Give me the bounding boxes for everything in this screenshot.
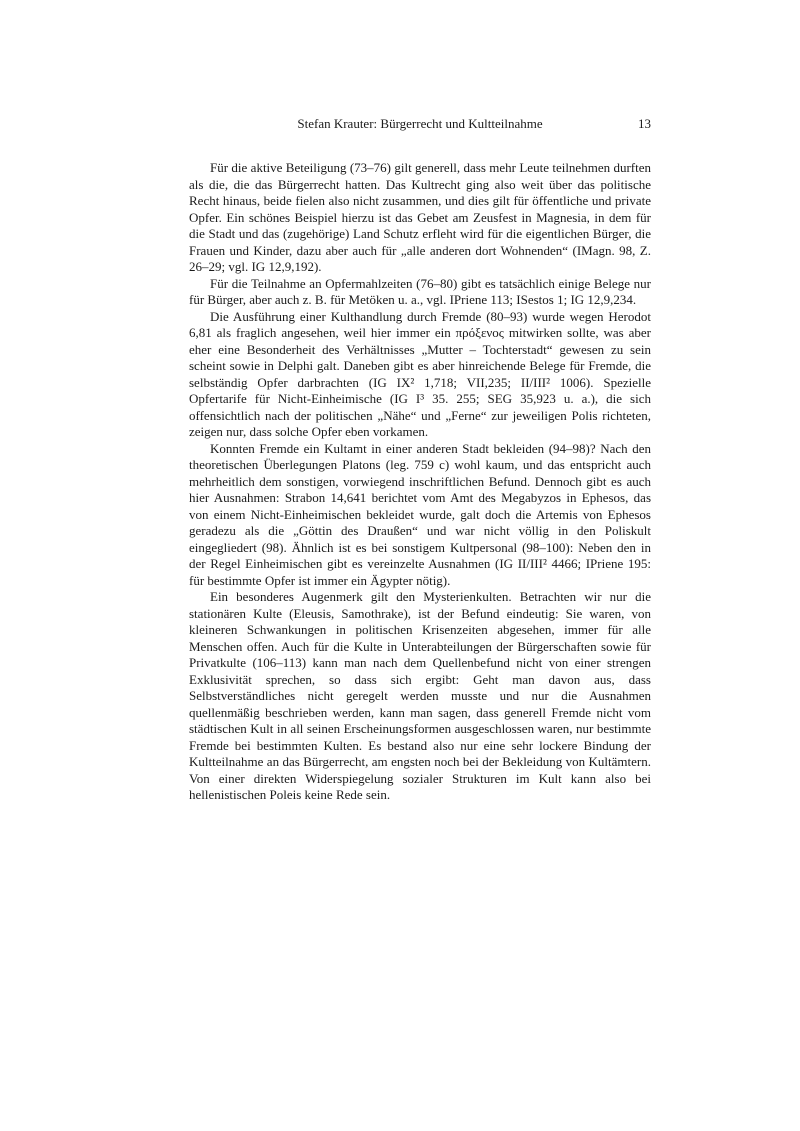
paragraph-4: Konnten Fremde ein Kultamt in einer anderen Stadt bekleiden (94–98)? Nach den theoretischen Überlegungen Platons (leg. 759 c) wohl kaum, und das entspricht auch mehrheitlich dem sonstigen, vorwiegend inschriftlichen Befund. Dennoch gibt es auch hier Ausnahmen: Strabon 14,641 berichtet vom Amt des Megabyzos in Ephesos, das von einem Nicht-Einheimischen bekleidet wurde, galt doch die Artemis von Ephesos geradezu als die „Göttin des Draußen“ und war nicht völlig in den Poliskult eingegliedert (98). Ähnlich ist es bei sonstigem Kultpersonal (98–100): Neben den in der Regel Einheimischen gibt es vereinzelte Ausnahmen (IG II/III² 4466; IPriene 195: für bestimmte Opfer ist immer ein Ägypter nötig).: [189, 440, 651, 588]
paragraph-5: Ein besonderes Augenmerk gilt den Mysterienkulten. Betrachten wir nur die stationären Kulte (Eleusis, Samothrake), ist der Befund eindeutig: Sie waren, von kleineren Schwankungen in politischen Krisenzeiten abgesehen, immer für alle Menschen offen. Auch für die Kulte in Unterabteilungen der Bürgerschaften sowie für Privatkulte (106–113) kann man nach dem Quellenbefund nicht von einer strengen Exklusivität sprechen, so dass sich ergibt: Geht man davon aus, dass Selbstverständliches nicht geregelt werden musste und nur die Ausnahmen quellenmäßig beschrieben werden, kann man sagen, dass generell Fremde nicht vom städtischen Kult in all seinen Erscheinungsformen ausgeschlossen waren, nur bestimmte Fremde bei bestimmten Kulten. Es bestand also nur eine sehr lockere Bindung der Kultteilnahme an das Bürgerrecht, am engsten noch bei der Bekleidung von Kultämtern. Von einer direkten Widerspiegelung sozialer Strukturen im Kult kann also bei hellenistischen Poleis keine Rede sein.: [189, 589, 651, 802]
paragraph-2: Für die Teilnahme an Opfermahlzeiten (76–80) gibt es tatsächlich einige Belege nur für Bürger, aber auch z. B. für Metöken u. a., vgl. IPriene 113; ISestos 1; IG 12,9,234.: [189, 275, 651, 307]
page-number: 13: [638, 116, 651, 131]
running-header-title: Stefan Krauter: Bürgerrecht und Kultteilnahme: [297, 116, 543, 131]
paragraph-1: Für die aktive Beteiligung (73–76) gilt generell, dass mehr Leute teilnehmen durften als die, die das Bürgerrecht hatten. Das Kultrecht ging also weit über das politische Recht hinaus, beide fielen also nicht zusammen, und dies gilt für öffentliche und private Opfer. Ein schönes Beispiel hierzu ist das Gebet am Zeusfest in Magnesia, in dem für die Stadt und das (zugehörige) Land Schutz erfleht wird für die eigentlichen Bürger, die Frauen und Kinder, dazu aber auch für „alle anderen dort Wohnenden“ (IMagn. 98, Z. 26–29; vgl. IG 12,9,192).: [189, 160, 651, 274]
body-text: [189, 160, 651, 804]
running-header: [189, 115, 651, 133]
paragraph-3: Die Ausführung einer Kulthandlung durch Fremde (80–93) wurde wegen Herodot 6,81 als fraglich angesehen, weil hier immer ein πρόξενος mitwirken sollte, was aber eher eine Besonderheit des Verhältnisses „Mutter – Tochterstadt“ gewesen zu sein scheint sowie in Delphi galt. Daneben gibt es aber hinreichende Belege für Fremde, die selbständig Opfer darbrachten (IG IX² 1,718; VII,235; II/III² 1006). Spezielle Opfertarife für Nicht-Einheimische (IG I³ 35. 255; SEG 35,923 u. a.), die sich offensichtlich nach der politischen „Nähe“ und „Ferne“ zur jeweiligen Polis richteten, zeigen nur, dass solche Opfer eben vorkamen.: [189, 308, 651, 439]
text-block: [189, 115, 651, 804]
